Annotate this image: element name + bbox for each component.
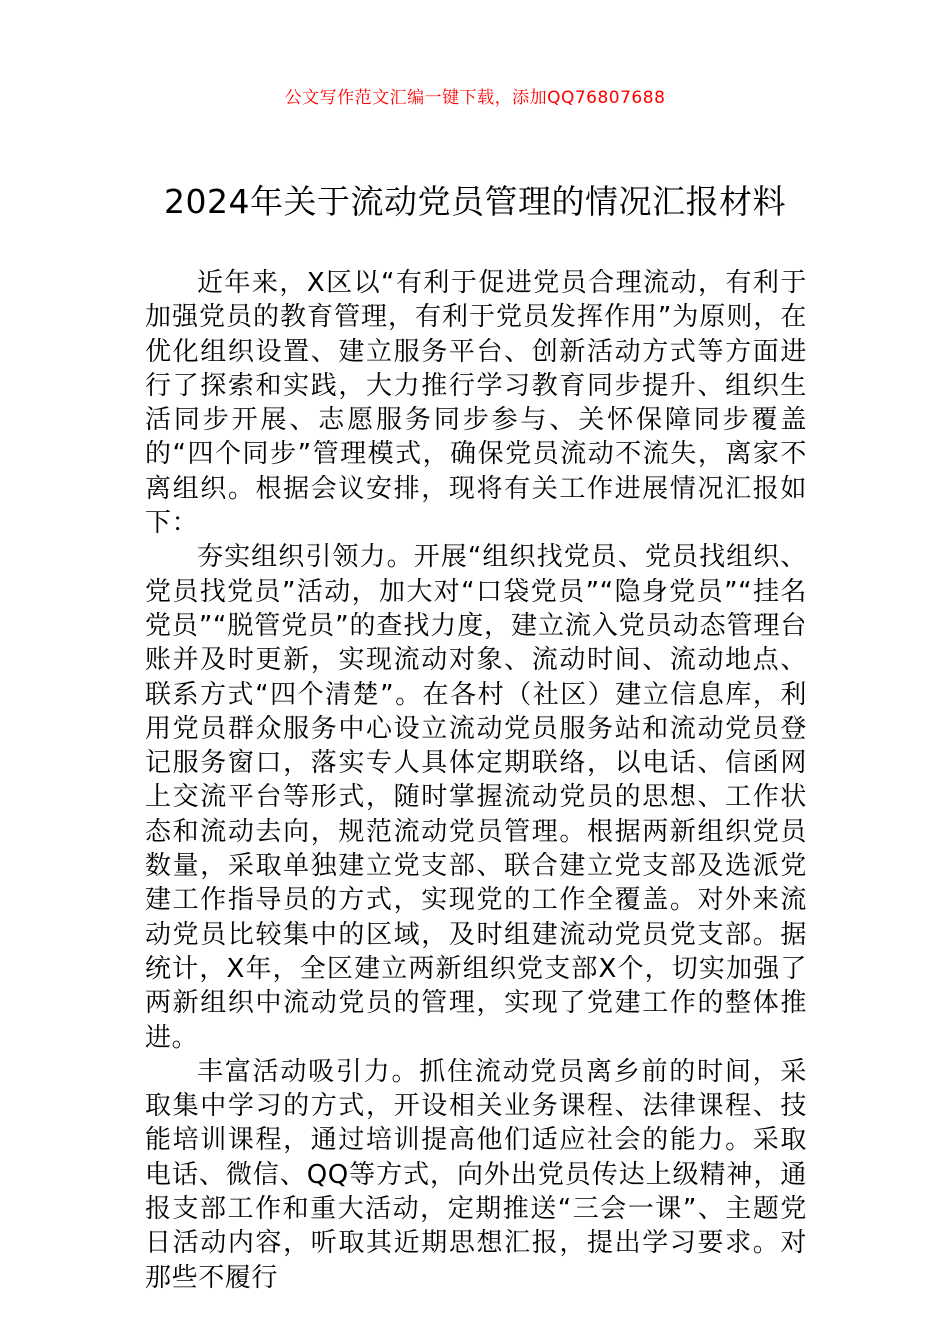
document-body (145, 266, 807, 1295)
download-notice: 公文写作范文汇编一键下载，添加QQ76807688 (284, 88, 666, 108)
document-title: 2024年关于流动党员管理的情况汇报材料 (164, 182, 786, 221)
paragraph-intro: 近年来，X区以“有利于促进党员合理流动，有利于加强党员的教育管理，有利于党员发挥作用”为原则，在优化组织设置、建立服务平台、创新活动方式等方面进行了探索和实践，大力推行学习教育同步提升、组织生活同步开展、志愿服务同步参与、关怀保障同步覆盖的“四个同步”管理模式，确保党员流动不流失，离家不离组织。根据会议安排，现将有关工作进展情况汇报如下： (145, 268, 807, 539)
paragraph-organization: 夯实组织引领力。开展“组织找党员、党员找组织、党员找党员”活动，加大对“口袋党员”“隐身党员”“挂名党员”“脱管党员”的查找力度，建立流入党员动态管理台账并及时更新，实现流动对象、流动时间、流动地点、联系方式“四个清楚”。在各村（社区）建立信息库，利用党员群众服务中心设立流动党员服务站和流动党员登记服务窗口，落实专人具体定期联络，以电话、信函网上交流平台等形式，随时掌握流动党员的思想、工作状态和流动去向，规范流动党员管理。根据两新组织党员数量，采取单独建立党支部、联合建立党支部及选派党建工作指导员的方式，实现党的工作全覆盖。对外来流动党员比较集中的区域，及时组建流动党员党支部。据统计，X年，全区建立两新组织党支部X个，切实加强了两新组织中流动党员的管理，实现了党建工作的整体推进。 (145, 542, 807, 1053)
paragraph-activities: 丰富活动吸引力。抓住流动党员离乡前的时间，采取集中学习的方式，开设相关业务课程、法律课程、技能培训课程，通过培训提高他们适应社会的能力。采取电话、微信、QQ等方式，向外出党员传达上级精神，通报支部工作和重大活动，定期推送“三会一课”、主题党日活动内容，听取其近期思想汇报，提出学习要求。对那些不履行 (145, 1056, 807, 1293)
